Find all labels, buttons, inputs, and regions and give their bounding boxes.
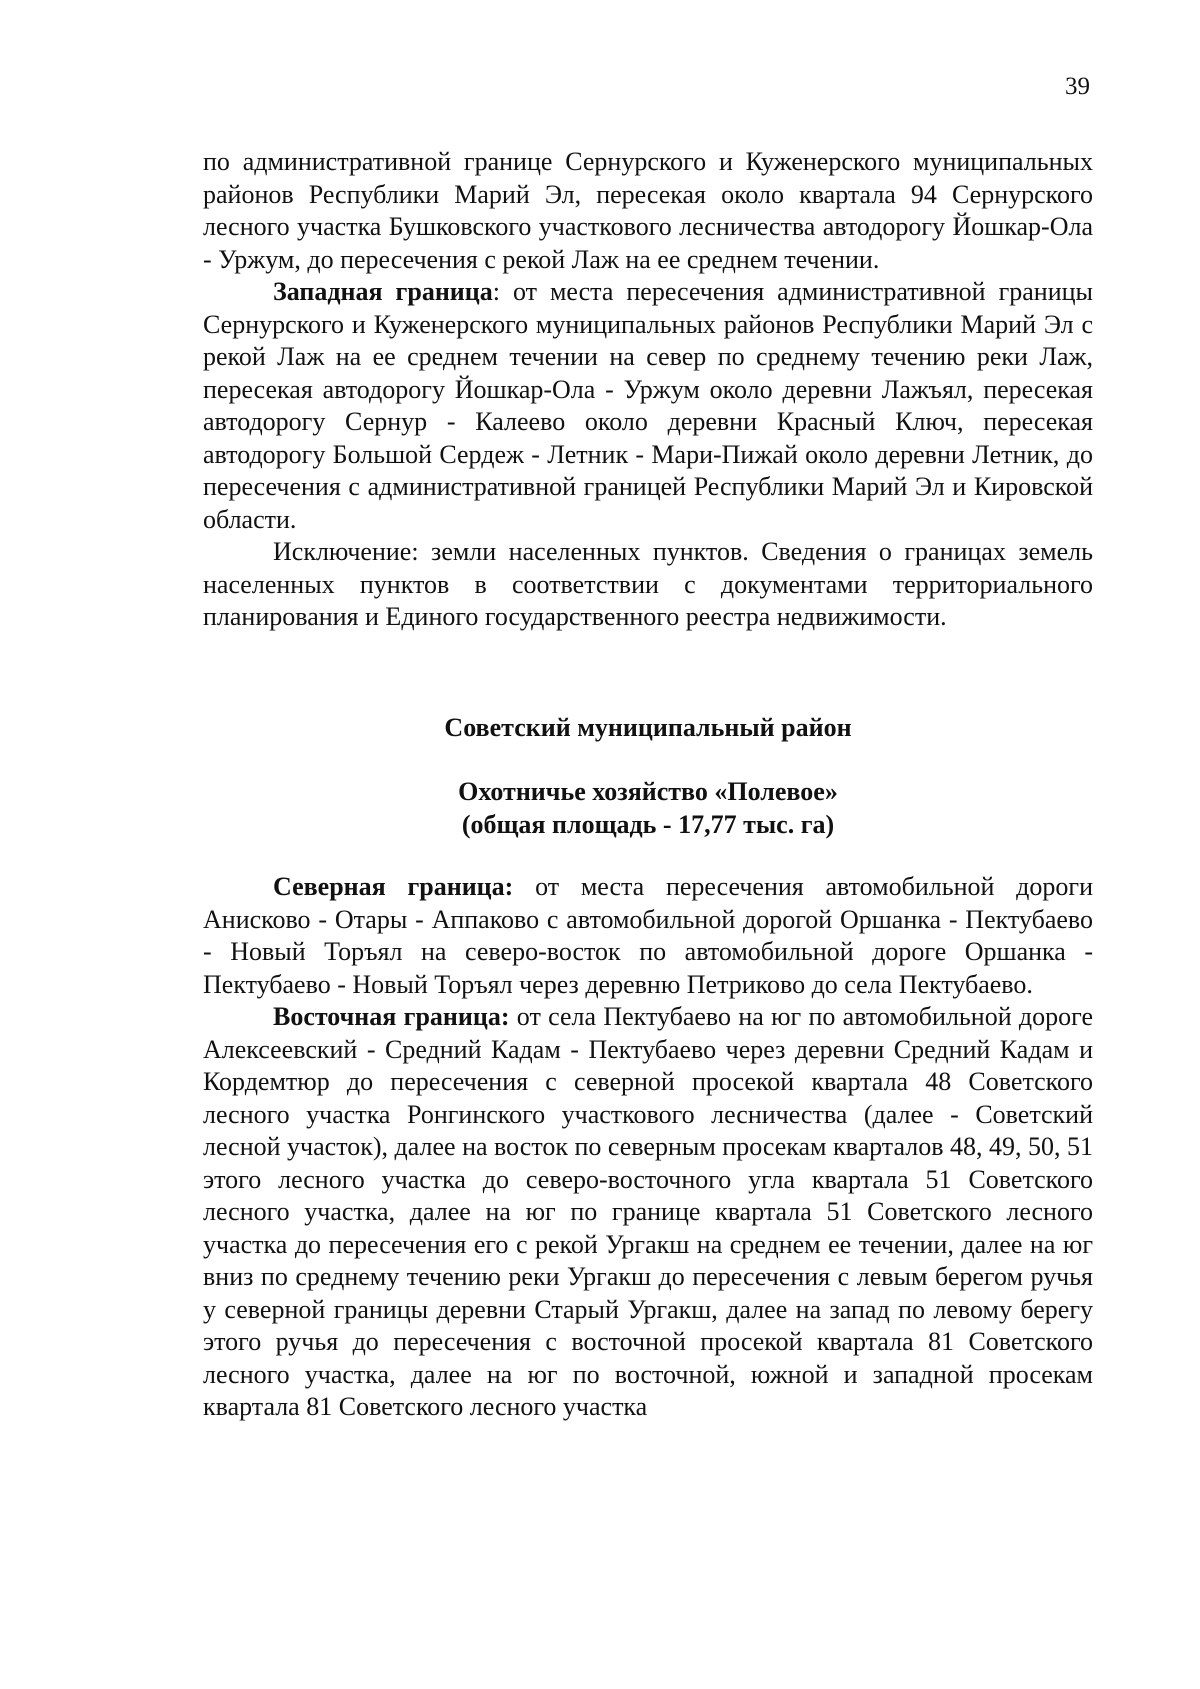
western-border-text: : от места пересечения административной границы Сернурского и Куженерского муниципальных районов Республики Марий Эл с рекой Лаж на ее среднем течении на север по среднему течению реки Лаж, пересекая автодорогу Йошкар-Ола - Уржум около деревни Лажъял, пересекая автодорогу Сернур - Калеево около деревни Красный Ключ, пересекая автодорогу Большой Сердеж - Летник - Мари-Пижай около деревни Летник, до пересечения с административной границей Республики Марий Эл и Кировской области.: [203, 277, 1093, 534]
western-border-label: Западная граница: [273, 277, 493, 306]
document-body: [203, 146, 1093, 1424]
district-heading: Советский муниципальный район: [444, 712, 852, 742]
page-number: 39: [1065, 73, 1090, 100]
area-heading: (общая площадь - 17,77 тыс. га): [461, 809, 835, 839]
eastern-border-label: Восточная граница:: [273, 1002, 510, 1031]
northern-border-paragraph: [203, 871, 1093, 1001]
eastern-border-paragraph: [203, 1001, 1093, 1424]
northern-border-text: от места пересечения автомобильной дороги Анисково - Отары - Аппаково с автомобильной дорогой Оршанка - Пектубаево - Новый Торъял на северо-восток по автомобильной дороге Оршанка - Пектубаево - Новый Торъял через деревню Петриково до села Пектубаево.: [203, 872, 1093, 999]
western-border-paragraph: [203, 276, 1093, 536]
eastern-border-text: от села Пектубаево на юг по автомобильной дороге Алексеевский - Средний Кадам - Пектубаево через деревни Средний Кадам и Кордемтюр до пересечения с северной просекой квартала 48 Советского лесного участка Ронгинского участкового лесничества (далее - Советский лесной участок), далее на восток по северным просекам кварталов 48, 49, 50, 51 этого лесного участка до северо-восточного угла квартала 51 Советского лесного участка, далее на юг по границе квартала 51 Советского лесного участка до пересечения его с рекой Ургакш на среднем ее течении, далее на юг вниз по среднему течению реки Ургакш до пересечения с левым берегом ручья у северной границы деревни Старый Ургакш, далее на запад по левому берегу этого ручья до пересечения с восточной просекой квартала 81 Советского лесного участка, далее на юг по восточной, южной и западной просекам квартала 81 Советского лесного участка: [203, 1002, 1093, 1421]
exception-paragraph: Исключение: земли населенных пунктов. Сведения о границах земель населенных пунктов в соответствии с документами территориального планирования и Единого государственного реестра недвижимости.: [203, 537, 1093, 631]
northern-border-label: Северная граница:: [273, 872, 514, 901]
farm-heading: Охотничье хозяйство «Полевое»: [458, 777, 838, 806]
continuation-paragraph: по административной границе Сернурского и Куженерского муниципальных районов Республики Марий Эл, пересекая около квартала 94 Сернурского лесного участка Бушковского участкового лесничества автодорогу Йошкар-Ола - Уржум, до пересечения с рекой Лаж на ее среднем течении.: [203, 147, 1093, 274]
